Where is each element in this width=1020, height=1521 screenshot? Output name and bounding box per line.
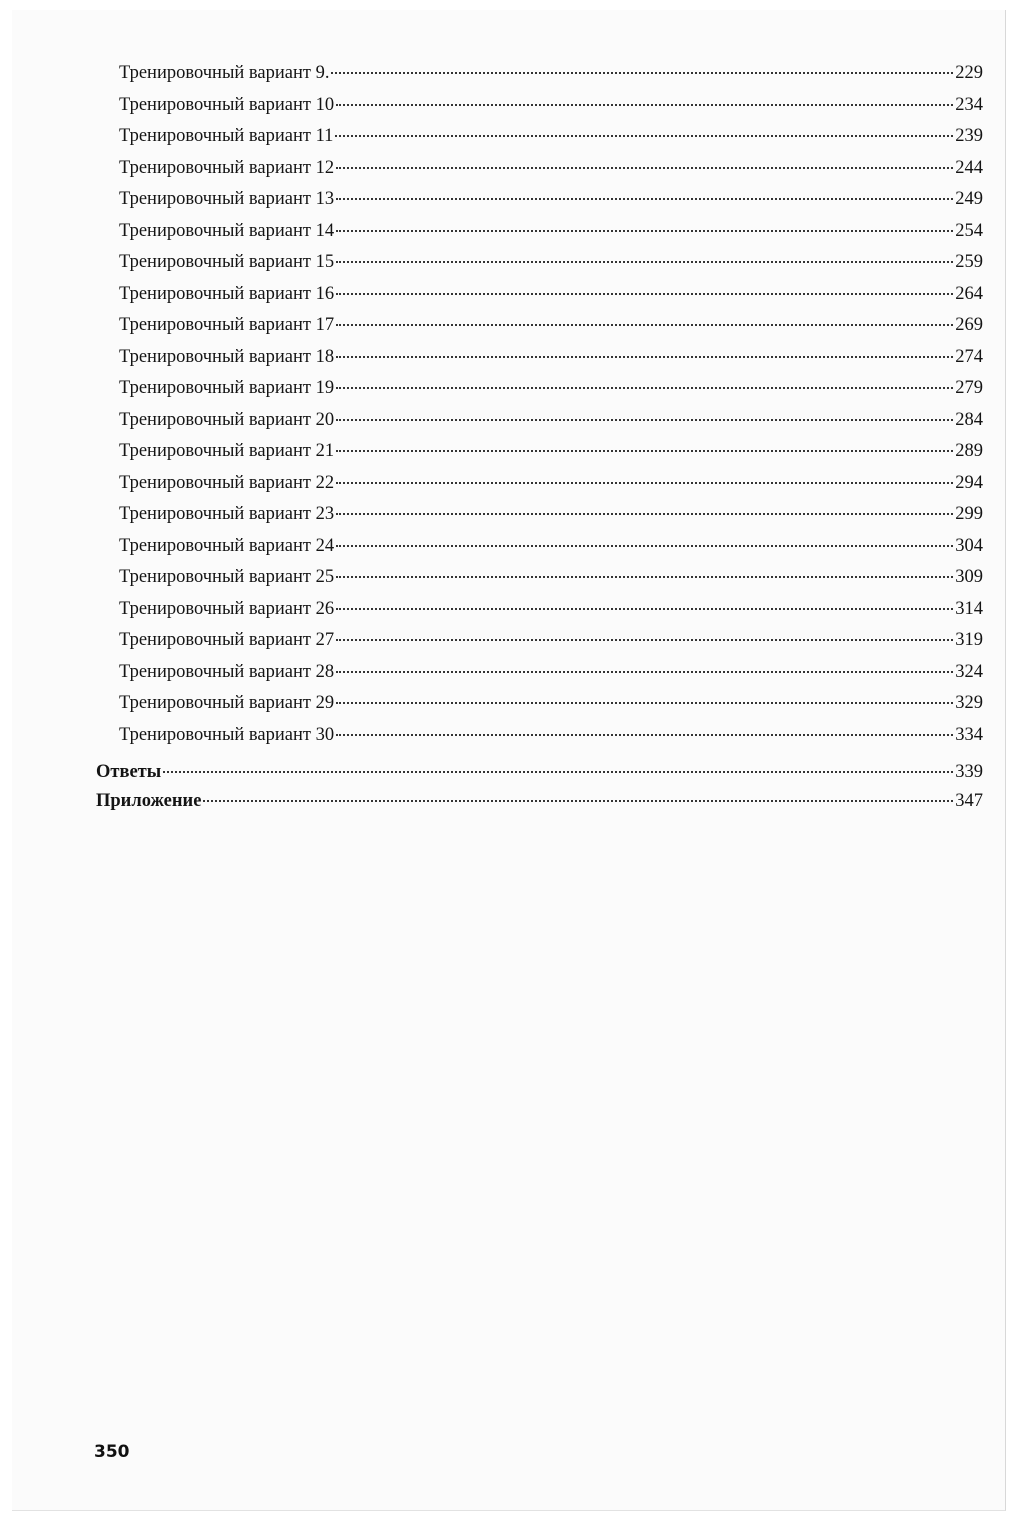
toc-section-label: Приложение (96, 791, 202, 811)
dot-leader (336, 639, 953, 641)
toc-entry-label: Тренировочный вариант 26 (119, 599, 335, 619)
toc-entry-page: 299 (955, 504, 983, 524)
toc-section-page: 347 (955, 791, 983, 811)
dot-leader (336, 261, 953, 263)
dot-leader (336, 734, 953, 736)
toc-entry-label: Тренировочный вариант 12 (119, 158, 335, 178)
toc-entry-variant-20 (119, 411, 983, 430)
toc-entry-variant-23 (119, 505, 983, 524)
toc-entry-page: 294 (955, 473, 983, 493)
toc-entry-page: 239 (955, 126, 983, 146)
dot-leader (336, 671, 953, 673)
dot-leader (336, 545, 953, 547)
toc-entry-page: 264 (955, 284, 983, 304)
toc-entry-variant-28 (119, 663, 983, 682)
toc-entry-label: Тренировочный вариант 9. (119, 63, 330, 83)
toc-entry-page: 279 (955, 378, 983, 398)
dot-leader (336, 419, 953, 421)
toc-entry-variant-15 (119, 253, 983, 272)
toc-entry-page: 284 (955, 410, 983, 430)
toc-entry-variant-17 (119, 316, 983, 335)
toc-entry-page: 314 (955, 599, 983, 619)
dot-leader (336, 513, 953, 515)
dot-leader (336, 230, 953, 232)
toc-entry-label: Тренировочный вариант 18 (119, 347, 335, 367)
toc-entry-label: Тренировочный вариант 27 (119, 630, 335, 650)
dot-leader (336, 450, 953, 452)
toc-entry-label: Тренировочный вариант 17 (119, 315, 335, 335)
dot-leader (336, 576, 953, 578)
dot-leader (336, 167, 953, 169)
toc-section-appendix (96, 792, 983, 811)
dot-leader (336, 387, 953, 389)
toc-entry-page: 289 (955, 441, 983, 461)
toc-entry-variant-14 (119, 222, 983, 241)
dot-leader (336, 324, 953, 326)
toc-entry-page: 259 (955, 252, 983, 272)
toc-entry-label: Тренировочный вариант 28 (119, 662, 335, 682)
toc-entry-label: Тренировочный вариант 10 (119, 95, 335, 115)
toc-entry-label: Тренировочный вариант 24 (119, 536, 335, 556)
toc-entry-page: 329 (955, 693, 983, 713)
toc-entry-page: 304 (955, 536, 983, 556)
toc-entry-label: Тренировочный вариант 20 (119, 410, 335, 430)
dot-leader (336, 293, 953, 295)
toc-entry-label: Тренировочный вариант 21 (119, 441, 335, 461)
toc-entry-page: 324 (955, 662, 983, 682)
toc-entry-label: Тренировочный вариант 15 (119, 252, 335, 272)
toc-entry-page: 234 (955, 95, 983, 115)
toc-entry-label: Тренировочный вариант 25 (119, 567, 335, 587)
toc-entry-page: 249 (955, 189, 983, 209)
toc-entry-page: 334 (955, 725, 983, 745)
dot-leader (336, 104, 953, 106)
toc-entry-variant-22 (119, 474, 983, 493)
toc-entry-variant-10 (119, 96, 983, 115)
dot-leader (331, 72, 953, 74)
toc-entry-variant-13 (119, 190, 983, 209)
dot-leader (203, 800, 953, 802)
dot-leader (336, 482, 953, 484)
toc-entry-variant-19 (119, 379, 983, 398)
toc-entry-label: Тренировочный вариант 29 (119, 693, 335, 713)
toc-entry-page: 269 (955, 315, 983, 335)
toc-entry-label: Тренировочный вариант 23 (119, 504, 335, 524)
toc-entry-page: 254 (955, 221, 983, 241)
toc-entry-variant-29 (119, 694, 983, 713)
dot-leader (336, 198, 953, 200)
toc-entry-label: Тренировочный вариант 11 (119, 126, 334, 146)
toc-entry-variant-26 (119, 600, 983, 619)
dot-leader (336, 356, 953, 358)
page-number: 350 (94, 1442, 130, 1462)
toc-entry-variant-21 (119, 442, 983, 461)
toc-entry-variant-30 (119, 726, 983, 745)
toc-section-answers (96, 763, 983, 782)
dot-leader (336, 702, 953, 704)
toc-entry-label: Тренировочный вариант 14 (119, 221, 335, 241)
dot-leader (335, 135, 953, 137)
toc-entry-page: 274 (955, 347, 983, 367)
toc-entry-variant-18 (119, 348, 983, 367)
toc-entry-variant-16 (119, 285, 983, 304)
toc-entry-page: 244 (955, 158, 983, 178)
toc-entry-page: 229 (955, 63, 983, 83)
toc-entry-label: Тренировочный вариант 19 (119, 378, 335, 398)
toc-section-page: 339 (955, 762, 983, 782)
dot-leader (336, 608, 953, 610)
toc-entry-page: 309 (955, 567, 983, 587)
dot-leader (163, 771, 953, 773)
toc-entry-variant-25 (119, 568, 983, 587)
toc-entry-variant-12 (119, 159, 983, 178)
toc-entry-variant-11 (119, 127, 983, 146)
toc-entry-label: Тренировочный вариант 16 (119, 284, 335, 304)
toc-entry-label: Тренировочный вариант 13 (119, 189, 335, 209)
toc-entry-label: Тренировочный вариант 22 (119, 473, 335, 493)
toc-entry-variant-27 (119, 631, 983, 650)
toc-section-label: Ответы (96, 762, 162, 782)
toc-entry-variant-9 (119, 64, 983, 83)
toc-entry-page: 319 (955, 630, 983, 650)
toc-entry-variant-24 (119, 537, 983, 556)
toc-entry-label: Тренировочный вариант 30 (119, 725, 335, 745)
